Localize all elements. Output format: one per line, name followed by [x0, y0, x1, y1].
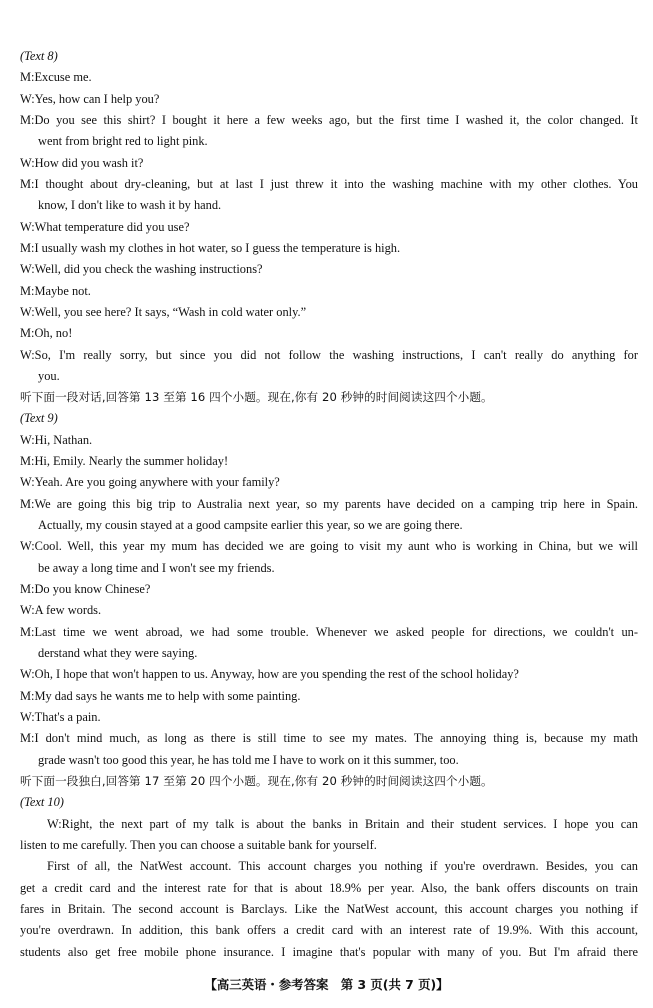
dialogue-line: M:I don't mind much, as long as there is still time to see my mates. The annoying thing is, because my math	[20, 731, 638, 745]
dialogue-line: W:Well, did you check the washing instructions?	[20, 262, 263, 276]
monologue-line: students also get free mobile phone insurance. I imagine that's popular with many of you. But I'm afraid there	[20, 945, 638, 959]
monologue-line: you're overdrawn. In addition, this bank offers a credit card with an interest rate of 19.9%. With this account,	[20, 923, 638, 937]
dialogue-line: M:Do you see this shirt? I bought it here a few weeks ago, but the first time I washed it, the color changed. It	[20, 113, 638, 127]
dialogue-line: W:Yeah. Are you going anywhere with your family?	[20, 475, 280, 489]
page-footer: 【高三英语・参考答案 第 3 页(共 7 页)】	[204, 977, 449, 992]
monologue-line: W:Right, the next part of my talk is about the banks in Britain and their student services. I hope you can	[47, 817, 638, 831]
text-heading: (Text 9)	[20, 411, 58, 425]
dialogue-line: M:I usually wash my clothes in hot water, so I guess the temperature is high.	[20, 241, 401, 255]
dialogue-line: W:Oh, I hope that won't happen to us. Anyway, how are you spending the rest of the school holiday?	[20, 667, 519, 681]
instruction-line: 听下面一段对话,回答第 13 至第 16 四个小题。现在,你有 20 秒钟的时间阅读这四个小题。	[20, 390, 493, 404]
dialogue-line: W:Yes, how can I help you?	[20, 92, 160, 106]
dialogue-line: derstand what they were saying.	[38, 646, 198, 660]
dialogue-line: M:My dad says he wants me to help with some painting.	[20, 689, 301, 703]
instruction-line: 听下面一段独白,回答第 17 至第 20 四个小题。现在,你有 20 秒钟的时间阅读这四个小题。	[20, 774, 493, 788]
dialogue-line: M:I thought about dry-cleaning, but at last I just threw it into the washing machine with my other clothes. You	[20, 177, 638, 191]
dialogue-line: Actually, my cousin stayed at a good campsite earlier this year, so we are going there.	[38, 518, 463, 532]
dialogue-line: M:Do you know Chinese?	[20, 582, 151, 596]
text-heading: (Text 8)	[20, 49, 58, 63]
dialogue-line: M:Maybe not.	[20, 284, 91, 298]
dialogue-line: went from bright red to light pink.	[38, 134, 208, 148]
dialogue-line: you.	[38, 369, 60, 383]
dialogue-line: M:Last time we went abroad, we had some trouble. Whenever we asked people for directions, we couldn't un-	[20, 625, 638, 639]
dialogue-line: W:Cool. Well, this year my mum has decided we are going to visit my aunt who is working in China, but we will	[20, 539, 638, 553]
dialogue-line: W:A few words.	[20, 603, 102, 617]
dialogue-line: W:What temperature did you use?	[20, 220, 190, 234]
dialogue-line: M:Hi, Emily. Nearly the summer holiday!	[20, 454, 229, 468]
monologue-line: listen to me carefully. Then you can choose a suitable bank for yourself.	[20, 838, 377, 852]
dialogue-line: M:We are going this big trip to Australia next year, so my parents have decided on a camping trip here in Spain.	[20, 497, 638, 511]
monologue-line: First of all, the NatWest account. This account charges you nothing if you're overdrawn. Besides, you can	[47, 859, 638, 873]
dialogue-line: grade wasn't too good this year, he has told me I have to work on it this summer, too.	[38, 753, 459, 767]
text-heading: (Text 10)	[20, 795, 64, 809]
dialogue-line: know, I don't like to wash it by hand.	[38, 198, 222, 212]
dialogue-line: W:Well, you see here? It says, “Wash in cold water only.”	[20, 305, 307, 319]
dialogue-line: W:That's a pain.	[20, 710, 101, 724]
monologue-line: fares in Britain. The second account is Barclays. Like the NatWest account, this account charges you nothing if	[20, 902, 638, 916]
dialogue-line: M:Oh, no!	[20, 326, 73, 340]
dialogue-line: W:How did you wash it?	[20, 156, 144, 170]
dialogue-line: W:So, I'm really sorry, but since you did not follow the washing instructions, I can't really do anything for	[20, 348, 638, 362]
monologue-line: get a credit card and the interest rate for that is about 18.9% per year. Also, the bank offers discounts on train	[20, 881, 638, 895]
dialogue-line: be away a long time and I won't see my friends.	[38, 561, 275, 575]
dialogue-line: W:Hi, Nathan.	[20, 433, 93, 447]
dialogue-line: M:Excuse me.	[20, 70, 92, 84]
